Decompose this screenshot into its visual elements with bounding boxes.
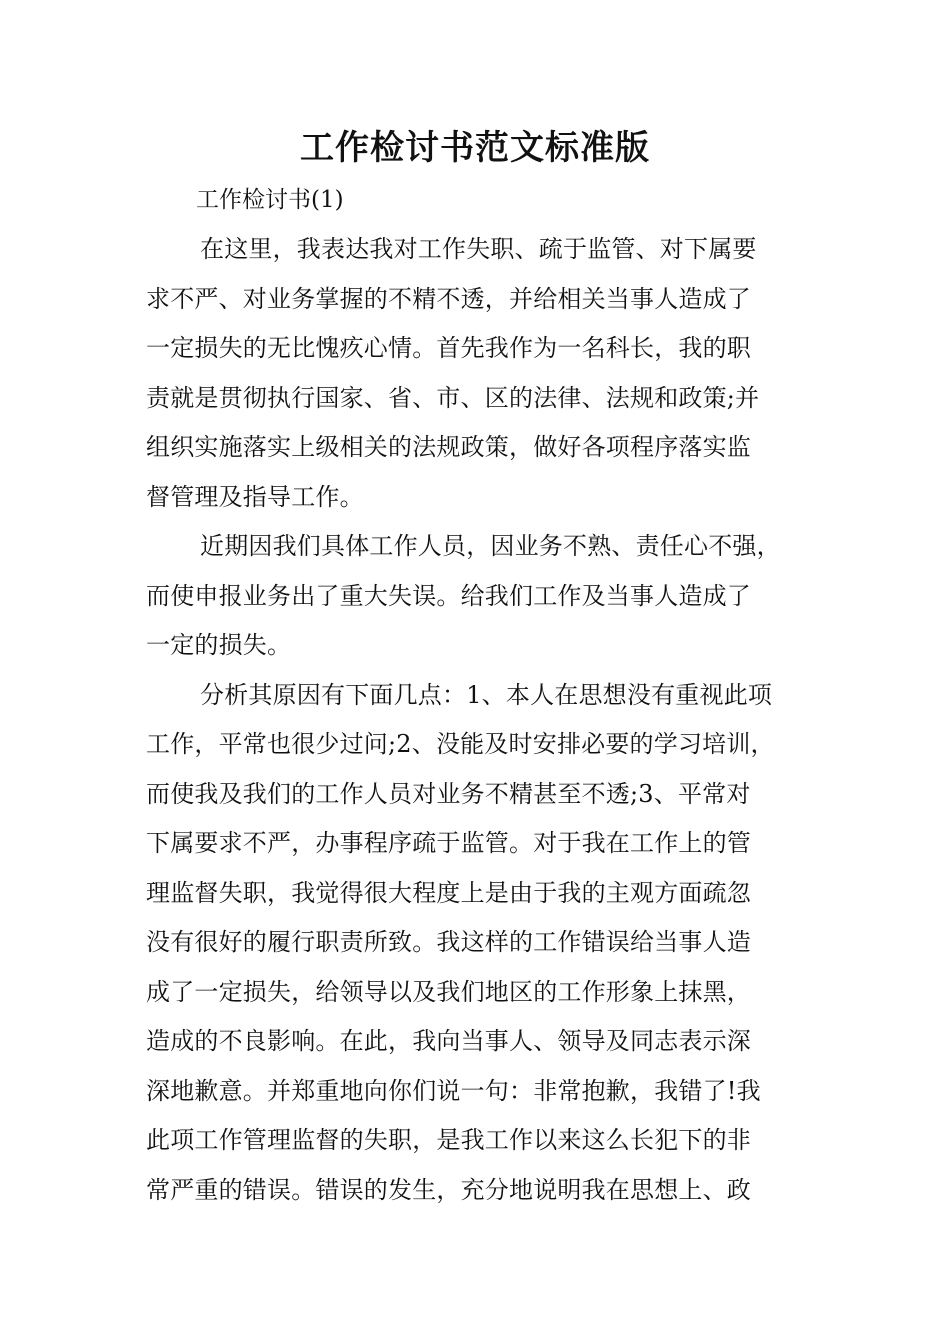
paragraph-line: 理监督失职，我觉得很大程度上是由于我的主观方面疏忽 bbox=[146, 878, 751, 907]
paragraph-line: 一定损失的无比愧疚心情。首先我作为一名科长，我的职 bbox=[146, 334, 751, 362]
paragraph-line: 而使我及我们的工作人员对业务不精甚至不透;3、平常对 bbox=[146, 779, 751, 808]
paragraph-line: 分析其原因有下面几点：1、本人在思想没有重视此项 bbox=[200, 680, 773, 709]
paragraph-line: 组织实施落实上级相关的法规政策，做好各项程序落实监 bbox=[146, 433, 751, 461]
paragraph-2 bbox=[146, 522, 814, 671]
document-title: 工作检讨书范文标准版 bbox=[300, 128, 650, 168]
paragraph-line: 常严重的错误。错误的发生，充分地说明我在思想上、政 bbox=[146, 1175, 751, 1204]
paragraph-1 bbox=[146, 225, 814, 522]
paragraph-line: 责就是贯彻执行国家、省、市、区的法律、法规和政策;并 bbox=[146, 383, 760, 412]
paragraph-line: 此项工作管理监督的失职，是我工作以来这么长犯下的非 bbox=[146, 1126, 751, 1154]
paragraph-line: 而使申报业务出了重大失误。给我们工作及当事人造成了 bbox=[146, 581, 751, 610]
paragraph-line: 在这里，我表达我对工作失职、疏于监管、对下属要 bbox=[200, 235, 757, 263]
paragraph-line: 成了一定损失，给领导以及我们地区的工作形象上抹黑， bbox=[146, 977, 751, 1006]
paragraph-line: 下属要求不严，办事程序疏于监管。对于我在工作上的管 bbox=[146, 829, 751, 857]
paragraph-line: 没有很好的履行职责所致。我这样的工作错误给当事人造 bbox=[146, 928, 751, 956]
paragraph-line: 督管理及指导工作。 bbox=[146, 482, 364, 511]
paragraph-line: 求不严、对业务掌握的不精不透，并给相关当事人造成了 bbox=[146, 284, 751, 313]
paragraph-line: 近期因我们具体工作人员，因业务不熟、责任心不强， bbox=[200, 532, 781, 560]
document-body bbox=[146, 225, 814, 1215]
paragraph-line: 深地歉意。并郑重地向你们说一句：非常抱歉，我错了!我 bbox=[146, 1076, 761, 1105]
paragraph-line: 工作，平常也很少过问;2、没能及时安排必要的学习培训， bbox=[146, 730, 775, 758]
paragraph-line: 造成的不良影响。在此，我向当事人、领导及同志表示深 bbox=[146, 1027, 751, 1055]
paragraph-3 bbox=[146, 671, 814, 1216]
document-subtitle: 工作检讨书(1) bbox=[196, 187, 344, 213]
paragraph-line: 一定的损失。 bbox=[146, 631, 292, 659]
